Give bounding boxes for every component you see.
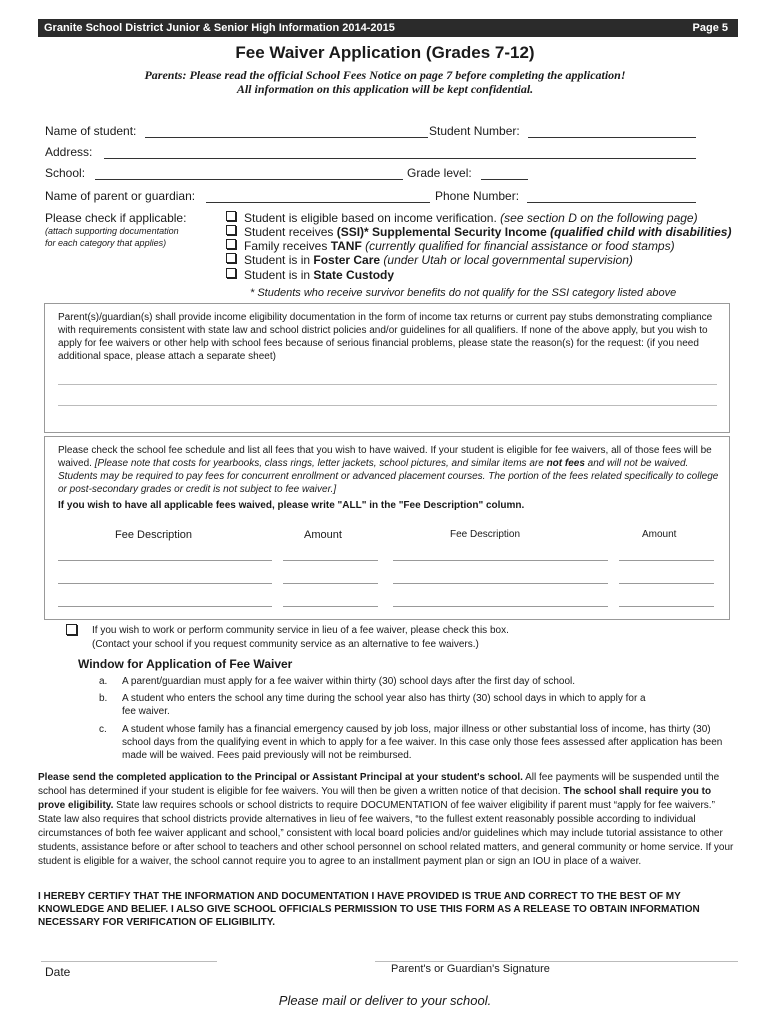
ssi-footnote: * Students who receive survivor benefits do not qualify for the SSI category listed above [250,287,677,299]
phone-label: Phone Number: [435,189,520,203]
option-ssi[interactable]: Student receives (SSI)* Supplemental Security Income (qualified child with disabilities) [226,225,731,240]
fee-amount-line[interactable] [619,606,714,607]
fee-amount-line[interactable] [283,560,378,561]
parent-name-label: Name of parent or guardian: [45,189,196,203]
form-title: Fee Waiver Application (Grades 7-12) [235,43,535,62]
checkbox-icon[interactable] [226,268,236,278]
reason-line-1[interactable] [58,384,717,385]
footer-instruction: Please mail or deliver to your school. [278,993,492,1008]
fee-desc-line[interactable] [393,606,608,607]
fee-desc-line[interactable] [393,583,608,584]
signature-label: Parent's or Guardian's Signature [391,963,550,975]
header-title: Granite School District Junior & Senior High Information 2014-2015 [44,22,395,34]
check-applicable-label: Please check if applicable: [45,211,187,225]
fee-desc-line[interactable] [58,583,272,584]
fee-amount-line[interactable] [619,560,714,561]
student-number-field[interactable] [528,137,696,138]
col-amount-2: Amount [642,529,677,540]
window-item-letter: c. [99,724,107,735]
col-fee-description-2: Fee Description [450,529,521,540]
certification-statement: I HEREBY CERTIFY THAT THE INFORMATION AND DOCUMENTATION I HAVE PROVIDED IS TRUE AND CORRECT TO THE BEST OF MY KNOWLEDGE AND BELIEF. I ALSO GIVE SCHOOL OFFICIALS PERMISSION TO USE THIS FORM AS A RELEASE TO OBTAIN INFORMATION NECESSARY FOR VERIFICATION OF ELIGIBILITY. [38,891,700,928]
option-foster-care[interactable]: Student is in Foster Care (under Utah or local governmental supervision) [226,253,633,268]
grade-level-field[interactable] [481,179,528,180]
signature-line[interactable] [375,961,738,962]
checkbox-icon[interactable] [66,624,77,635]
fee-desc-line[interactable] [58,606,272,607]
school-field[interactable] [95,179,403,180]
fee-list-instructions: Please check the school fee schedule and list all fees that you wish to have waived. If your student is eligible for fee waivers, all of those fees will be waived. [Please note that costs for yearbooks, class rings, letter jackets, school pictures, and similar items are not fees and will not be waived. Students may be required to pay fees for concurrent enrollment or advanced placement courses. The portion of the fees related specifically to college or post-secondary grades or credit is not subject to fee waiver.] [58,445,719,495]
window-item-text: A student who enters the school any time during the school year also has thirty (30) school days in which to apply for a fee waiver. [122,693,646,717]
option-tanf[interactable]: Family receives TANF (currently qualified for financial assistance or food stamps) [226,239,675,254]
income-documentation-text: Parent(s)/guardian(s) shall provide income eligibility documentation in the form of income tax returns or current pay stubs demonstrating compliance with requirements consistent with state law and school district policies and/or guidelines for all qualifiers. If none of the above apply, but you wish to apply for fee waivers or other help with school fees because of serious financial problems, please state the reason(s) for the request: (if you need additional space, please attach a separate sheet) [58,312,713,362]
fee-amount-line[interactable] [619,583,714,584]
fee-amount-line[interactable] [283,583,378,584]
fee-desc-line[interactable] [58,560,272,561]
parent-name-field[interactable] [206,202,430,203]
student-number-label: Student Number: [429,124,520,138]
date-label: Date [45,965,71,979]
grade-level-label: Grade level: [407,166,472,180]
community-service-line2: (Contact your school if you request community service as an alternative to fee waivers.) [92,639,479,650]
col-amount-1: Amount [304,529,342,541]
window-item-letter: b. [99,693,108,704]
fee-list-panel [44,436,730,620]
student-name-field[interactable] [145,137,428,138]
income-documentation-panel [44,303,730,433]
reason-line-2[interactable] [58,405,717,406]
window-item-letter: a. [99,676,108,687]
school-label: School: [45,166,86,180]
checkbox-icon[interactable] [226,211,236,221]
all-fees-instruction: If you wish to have all applicable fees waived, please write "ALL" in the "Fee Description" column. [58,500,525,511]
option-state-custody[interactable]: Student is in State Custody [226,268,394,283]
check-note-line2: for each category that applies) [45,238,167,248]
page-number: Page 5 [692,22,728,34]
community-service-checkbox[interactable] [66,623,85,641]
page-header-bar [38,19,738,37]
option-income-verification[interactable]: Student is eligible based on income verification. (see section D on the following page) [226,211,698,226]
subtitle-notice: Parents: Please read the official School Fees Notice on page 7 before completing the application! [144,68,626,82]
fee-amount-line[interactable] [283,606,378,607]
checkbox-icon[interactable] [226,253,236,263]
window-item-text: A student whose family has a financial emergency caused by job loss, major illness or other substantial loss of income, has thirty (30) school days from the qualifying event in which to apply for a fee waiver. In this case only those fees assessed after application has been made will be waived. Fees paid previously will not be reimbursed. [122,724,723,761]
window-item-text: A parent/guardian must apply for a fee waiver within thirty (30) school days after the first day of school. [122,676,576,687]
phone-field[interactable] [527,202,696,203]
fee-desc-line[interactable] [393,560,608,561]
date-line[interactable] [41,961,217,962]
window-title: Window for Application of Fee Waiver [78,657,293,671]
student-name-label: Name of student: [45,124,137,138]
check-note-line1: (attach supporting documentation [45,226,179,236]
community-service-line1: If you wish to work or perform community service in lieu of a fee waiver, please check this box. [92,625,509,636]
send-application-paragraph: Please send the completed application to the Principal or Assistant Principal at your student's school. All fee payments will be suspended until the school has determined if your student is eligible for fee waivers. You will then be given a written notice of that decision. The school shall require you to prove eligibility. State law requires schools or school districts to require DOCUMENTATION of fee waiver eligibility if parent must “apply for fee waivers.” State law also requires that school districts provide alternatives in lieu of fee waivers, “to the fullest extent reasonably possible according to individual circumstances of both fee waiver applicant and school,” consistent with local board policies and/or guidelines which may include tutorial assistance to other students, assistance before or after school to teachers and other school personnel on school related matters, and general community or home service. If your student is eligible for a waiver, the school cannot require you to agree to an installment payment plan or sign an IOU in place of a waiver. [38,772,734,867]
address-label: Address: [45,145,93,159]
checkbox-icon[interactable] [226,239,236,249]
subtitle-confidential: All information on this application will be kept confidential. [236,82,534,96]
col-fee-description-1: Fee Description [115,529,193,541]
address-field[interactable] [104,158,696,159]
checkbox-icon[interactable] [226,225,236,235]
